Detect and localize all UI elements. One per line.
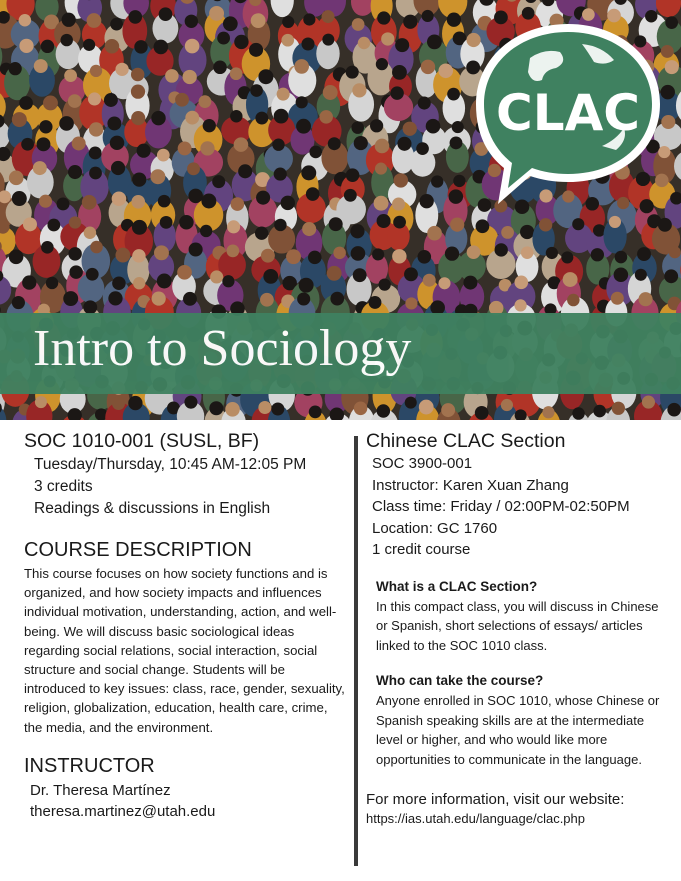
clac-logo: [470, 18, 666, 218]
more-info-label: For more information, visit our website:: [366, 791, 625, 808]
clac-answer-who: Anyone enrolled in SOC 1010, whose Chinese or Spanish speaking skills are at the intermediate level or higher, and who would like more opportunities to communicate in the language.: [376, 693, 660, 767]
clac-time: Class time: Friday / 02:00PM-02:50PM: [372, 498, 630, 515]
website-link[interactable]: https://ias.utah.edu/language/clac.php: [366, 811, 585, 826]
clac-title: Chinese CLAC Section: [366, 430, 566, 452]
course-code: SOC 1010-001 (SUSL, BF): [24, 430, 260, 452]
clac-credit: 1 credit course: [372, 541, 471, 558]
clac-instructor: Instructor: Karen Xuan Zhang: [372, 476, 569, 494]
column-divider: [354, 436, 358, 866]
clac-section-column: [366, 430, 666, 826]
title-banner: [0, 313, 681, 394]
course-info-column: [24, 430, 349, 822]
course-credits: 3 credits: [34, 478, 93, 495]
description-text: This course focuses on how society functions and is organized, and how society impacts and influences individual motivation, understanding, action, and well-being. We will discuss basic sociological ideas regarding social relations, social interaction, social structure and social change. Students will be introduced to key issues: class, race, gender, sexuality, religion, globalization, education, health care, crime, the media, and the environment.: [24, 566, 345, 735]
instructor-heading: INSTRUCTOR: [24, 754, 155, 777]
page-title: Intro to Sociology: [33, 320, 412, 377]
clac-question-who: Who can take the course?: [376, 673, 544, 688]
description-heading: COURSE DESCRIPTION: [24, 539, 252, 561]
instructor-name: Dr. Theresa Martínez: [30, 781, 171, 799]
clac-code: SOC 3900-001: [372, 455, 473, 472]
clac-answer-what: In this compact class, you will discuss in Chinese or Spanish, short selections of essays/ articles linked to the SOC 1010 class.: [376, 598, 659, 653]
clac-logo-text: CLAC: [496, 84, 640, 142]
clac-question-what: What is a CLAC Section?: [376, 578, 538, 594]
course-schedule: Tuesday/Thursday, 10:45 AM-12:05 PM: [34, 456, 307, 473]
instructor-email: theresa.martinez@utah.edu: [30, 802, 216, 820]
clac-logo-mark: [470, 18, 666, 218]
clac-location: Location: GC 1760: [372, 519, 498, 537]
course-language: Readings & discussions in English: [34, 500, 271, 517]
